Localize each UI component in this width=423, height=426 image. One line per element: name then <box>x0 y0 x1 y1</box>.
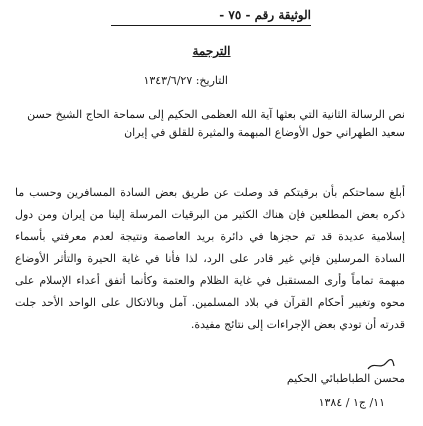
signature-flourish <box>366 358 396 372</box>
label-underline <box>111 25 311 26</box>
document-number-label: الوثيقة رقم - ٧٥ - <box>219 8 311 22</box>
signer-name: محسن الطباطبائي الحكيم <box>286 372 405 385</box>
date-line: التاريخ: ١٣٤٣/٦/٢٧ <box>143 74 228 87</box>
translation-heading: الترجمة <box>192 44 231 58</box>
letter-body: أبلغ سماحتكم بأن برقيتكم قد وصلت عن طريق بعض السادة المسافرين وحسب ما ذكره بعض المطلعين فإن هناك الكثير من البرقيات المرسلة إلينا من إيران ومن دول إسلامية عديدة قد تم حجزها في دائرة بريد العاصمة ونتيجة لعدم معرفتي بأسماء السادة المرسلين فإني غير قادر على الرد، لذا فأنا في غاية الحيرة والتأثر الأوضاع مبهمة تماماً وأرى المستقبل في غاية الظلام والعتمة وكأنما أتفق أعداء الإسلام على محوه وتغيير أحكام القرآن في بلاد المسلمين. آمل وبالاتكال على الواحد الأحد جلت قدرته أن تودي بعض الإجراءات إلى نتائج مفيدة. <box>15 186 405 331</box>
signature-date: ١١/ ج١ / ١٣٨٤ <box>318 396 385 409</box>
letter-title: نص الرسالة الثانية التي بعثها آية الله العظمى الحكيم إلى سماحة الحاج الشيخ حسن سعيد الطهراني حول الأوضاع المبهمة والمثيرة للقلق في إيران <box>27 108 405 139</box>
